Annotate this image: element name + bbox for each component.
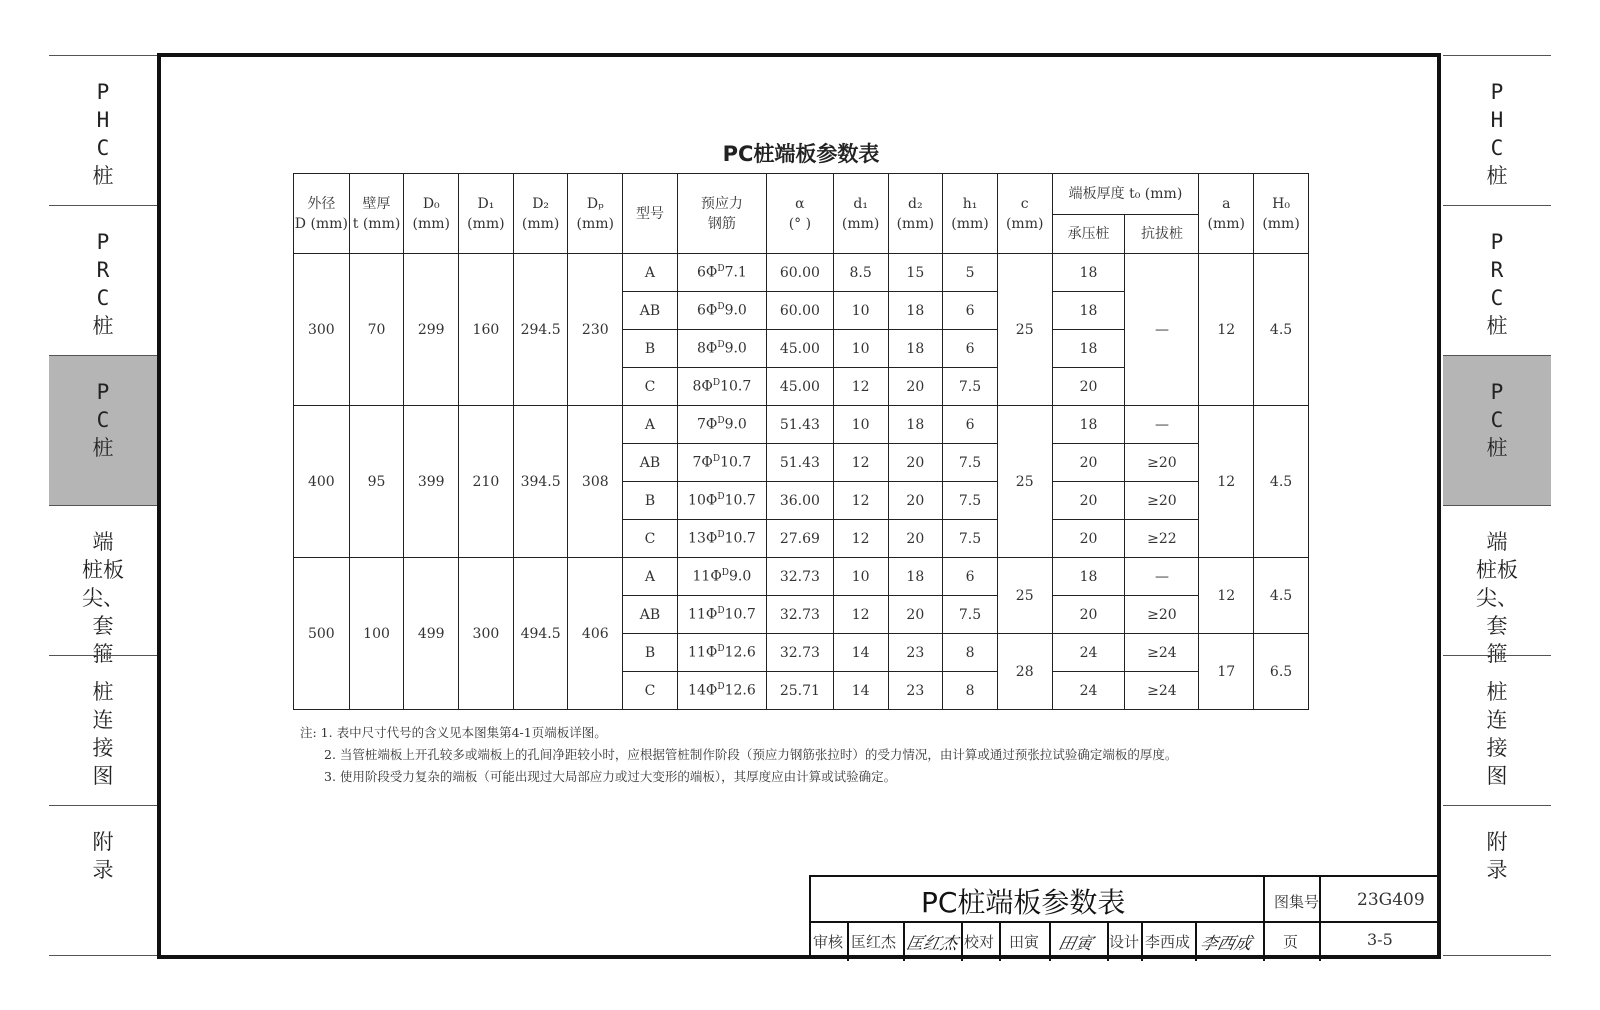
cell-small-d1: 10 <box>833 406 888 444</box>
check-label: 校对 <box>964 933 995 951</box>
right-tab-2[interactable] <box>1443 355 1551 505</box>
cell-bearing-thickness: 18 <box>1052 254 1125 292</box>
cell-small-d2: 18 <box>888 292 943 330</box>
cell-h1: 7.5 <box>943 596 998 634</box>
header-small-d2: d₂ (mm) <box>888 174 943 254</box>
right-tab-0[interactable] <box>1443 55 1551 205</box>
title-block <box>809 875 1441 959</box>
cell-small-d2: 15 <box>888 254 943 292</box>
cell-c: 28 <box>997 634 1052 710</box>
right-tab-label: P H C 桩 <box>1486 80 1508 188</box>
cell-h0: 4.5 <box>1254 558 1309 634</box>
cell-h0: 4.5 <box>1254 254 1309 406</box>
cell-small-d2: 20 <box>888 596 943 634</box>
cell-h1: 7.5 <box>943 520 998 558</box>
cell-bearing-thickness: 20 <box>1052 520 1125 558</box>
left-tab-label: P H C 桩 <box>92 80 114 188</box>
left-tab-3[interactable] <box>49 505 157 666</box>
cell-prestressed-steel: $11\Phi^D12.6$ <box>677 634 766 672</box>
cell-bearing-thickness: 24 <box>1052 634 1125 672</box>
cell-uplift-thickness: ≥20 <box>1125 482 1199 520</box>
header-uplift-pile: 抗拔桩 <box>1125 215 1199 254</box>
cell-bearing-thickness: 24 <box>1052 672 1125 710</box>
header-wall-thickness: 壁厚 t (mm) <box>349 174 404 254</box>
cell-model: A <box>623 406 678 444</box>
cell-small-d2: 20 <box>888 444 943 482</box>
cell-h1: 5 <box>943 254 998 292</box>
cell-alpha: 60.00 <box>766 292 833 330</box>
cell-small-d2: 18 <box>888 406 943 444</box>
cell-uplift-thickness: — <box>1125 254 1199 406</box>
cell-bearing-thickness: 20 <box>1052 596 1125 634</box>
cell-h1: 7.5 <box>943 368 998 406</box>
cell-model: AB <box>623 444 678 482</box>
cell-prestressed-steel: $10\Phi^D10.7$ <box>677 482 766 520</box>
cell-alpha: 36.00 <box>766 482 833 520</box>
cell-model: B <box>623 330 678 368</box>
cell-c: 25 <box>997 558 1052 634</box>
cell-d2: 294.5 <box>513 254 568 406</box>
header-dp: Dₚ (mm) <box>568 174 623 254</box>
cell-c: 25 <box>997 254 1052 406</box>
cell-alpha: 27.69 <box>766 520 833 558</box>
cell-h1: 8 <box>943 672 998 710</box>
designer-name: 李西成 <box>1145 933 1191 951</box>
cell-small-d2: 20 <box>888 368 943 406</box>
header-small-d1: d₁ (mm) <box>833 174 888 254</box>
cell-alpha: 25.71 <box>766 672 833 710</box>
cell-wall-thickness: 70 <box>349 254 404 406</box>
cell-bearing-thickness: 18 <box>1052 406 1125 444</box>
right-tab-3[interactable] <box>1443 505 1551 666</box>
right-tab-4[interactable] <box>1443 655 1551 805</box>
page-label: 页 <box>1283 933 1299 951</box>
cell-model: C <box>623 368 678 406</box>
cell-a: 12 <box>1199 558 1254 634</box>
table-row <box>294 558 1309 596</box>
cell-small-d2: 23 <box>888 672 943 710</box>
cell-bearing-thickness: 20 <box>1052 368 1125 406</box>
page-number: 3-5 <box>1367 930 1393 949</box>
cell-small-d1: 10 <box>833 330 888 368</box>
cell-small-d1: 12 <box>833 596 888 634</box>
cell-d0: 299 <box>404 254 459 406</box>
cell-a: 12 <box>1199 254 1254 406</box>
right-tab-label: 端 桩板 尖、 套 箍 <box>1476 530 1518 666</box>
cell-h1: 6 <box>943 558 998 596</box>
cell-outer-diameter: 300 <box>294 254 350 406</box>
left-tab-2[interactable] <box>49 355 157 505</box>
cell-dp: 308 <box>568 406 623 558</box>
atlas-number: 23G409 <box>1357 890 1425 910</box>
cell-d1: 210 <box>459 406 514 558</box>
header-c: c (mm) <box>997 174 1052 254</box>
cell-prestressed-steel: $11\Phi^D9.0$ <box>677 558 766 596</box>
cell-prestressed-steel: $8\Phi^D9.0$ <box>677 330 766 368</box>
cell-c: 25 <box>997 406 1052 558</box>
cell-alpha: 32.73 <box>766 558 833 596</box>
cell-d1: 300 <box>459 558 514 710</box>
header-outer-diameter: 外径 D (mm) <box>294 174 350 254</box>
cell-wall-thickness: 95 <box>349 406 404 558</box>
table-title: PC桩端板参数表 <box>722 142 880 166</box>
cell-model: A <box>623 254 678 292</box>
cell-alpha: 60.00 <box>766 254 833 292</box>
cell-prestressed-steel: $11\Phi^D10.7$ <box>677 596 766 634</box>
header-bearing-pile: 承压桩 <box>1052 215 1125 254</box>
cell-bearing-thickness: 18 <box>1052 292 1125 330</box>
cell-small-d1: 12 <box>833 444 888 482</box>
checker-signature: 田寅 <box>1056 934 1095 954</box>
cell-a: 12 <box>1199 406 1254 558</box>
cell-small-d2: 18 <box>888 558 943 596</box>
note-3: 3. 使用阶段受力复杂的端板（可能出现过大局部应力或过大变形的端板），其厚度应由计算或试验确定。 <box>324 769 897 784</box>
cell-alpha: 51.43 <box>766 406 833 444</box>
note-1: 注: 1. 表中尺寸代号的含义见本图集第4-1页端板详图。 <box>300 725 607 740</box>
cell-uplift-thickness: ≥24 <box>1125 672 1199 710</box>
cell-model: AB <box>623 596 678 634</box>
cell-d1: 160 <box>459 254 514 406</box>
atlas-label: 图集号 <box>1274 893 1320 911</box>
header-a: a (mm) <box>1199 174 1254 254</box>
cell-small-d1: 14 <box>833 634 888 672</box>
header-model: 型号 <box>623 174 678 254</box>
cell-alpha: 45.00 <box>766 330 833 368</box>
review-label: 审核 <box>813 933 844 951</box>
header-d2: D₂ (mm) <box>513 174 568 254</box>
cell-small-d2: 23 <box>888 634 943 672</box>
cell-outer-diameter: 400 <box>294 406 350 558</box>
cell-wall-thickness: 100 <box>349 558 404 710</box>
cell-prestressed-steel: $6\Phi^D7.1$ <box>677 254 766 292</box>
cell-bearing-thickness: 18 <box>1052 558 1125 596</box>
cell-alpha: 32.73 <box>766 596 833 634</box>
header-alpha: α (° ) <box>766 174 833 254</box>
cell-small-d1: 10 <box>833 558 888 596</box>
cell-model: C <box>623 520 678 558</box>
right-tab-5[interactable] <box>1443 805 1551 955</box>
cell-model: B <box>623 634 678 672</box>
cell-d0: 499 <box>404 558 459 710</box>
cell-small-d1: 12 <box>833 482 888 520</box>
cell-small-d2: 18 <box>888 330 943 368</box>
right-tab-label: 附 录 <box>1486 830 1508 882</box>
header-h0: H₀ (mm) <box>1254 174 1309 254</box>
cell-outer-diameter: 500 <box>294 558 350 710</box>
notes <box>300 722 1177 788</box>
left-tab-label: P R C 桩 <box>92 230 114 338</box>
cell-bearing-thickness: 20 <box>1052 444 1125 482</box>
cell-uplift-thickness: — <box>1125 558 1199 596</box>
reviewer-name: 匡红杰 <box>851 933 897 951</box>
cell-a: 17 <box>1199 634 1254 710</box>
cell-small-d1: 14 <box>833 672 888 710</box>
cell-bearing-thickness: 20 <box>1052 482 1125 520</box>
left-tab-label: 附 录 <box>92 830 114 882</box>
cell-small-d1: 8.5 <box>833 254 888 292</box>
cell-prestressed-steel: $6\Phi^D9.0$ <box>677 292 766 330</box>
cell-h0: 4.5 <box>1254 406 1309 558</box>
parameter-table <box>293 173 1309 710</box>
cell-small-d2: 20 <box>888 482 943 520</box>
cell-d0: 399 <box>404 406 459 558</box>
cell-prestressed-steel: $13\Phi^D10.7$ <box>677 520 766 558</box>
cell-h1: 7.5 <box>943 444 998 482</box>
cell-h1: 7.5 <box>943 482 998 520</box>
checker-name: 田寅 <box>1009 933 1040 951</box>
cell-small-d2: 20 <box>888 520 943 558</box>
right-tab-label: 桩 连 接 图 <box>1486 680 1508 788</box>
design-label: 设计 <box>1109 933 1140 951</box>
cell-uplift-thickness: ≥20 <box>1125 444 1199 482</box>
note-2: 2. 当管桩端板上开孔较多或端板上的孔间净距较小时，应根据管桩制作阶段（预应力钢筋张拉时）的受力情况，由计算或通过预张拉试验确定端板的厚度。 <box>324 747 1178 762</box>
right-tab-label: P C 桩 <box>1486 380 1508 460</box>
header-h1: h₁ (mm) <box>943 174 998 254</box>
reviewer-signature: 匡红杰 <box>904 934 960 954</box>
right-tab-bottom-line <box>1443 955 1551 956</box>
cell-model: B <box>623 482 678 520</box>
header-end-plate-thickness: 端板厚度 t₀ (mm) <box>1052 174 1199 215</box>
cell-h1: 6 <box>943 292 998 330</box>
left-tab-4[interactable] <box>49 655 157 805</box>
cell-h0: 6.5 <box>1254 634 1309 710</box>
header-d0: D₀ (mm) <box>404 174 459 254</box>
left-tab-label: 端 桩板 尖、 套 箍 <box>82 530 124 666</box>
cell-h1: 8 <box>943 634 998 672</box>
cell-uplift-thickness: ≥22 <box>1125 520 1199 558</box>
cell-prestressed-steel: $14\Phi^D12.6$ <box>677 672 766 710</box>
cell-alpha: 51.43 <box>766 444 833 482</box>
left-tab-bottom-line <box>49 955 157 956</box>
right-tab-label: P R C 桩 <box>1486 230 1508 338</box>
left-tab-label: P C 桩 <box>92 380 114 460</box>
left-tab-0[interactable] <box>49 55 157 205</box>
cell-prestressed-steel: $8\Phi^D10.7$ <box>677 368 766 406</box>
cell-alpha: 32.73 <box>766 634 833 672</box>
cell-small-d1: 10 <box>833 292 888 330</box>
cell-model: AB <box>623 292 678 330</box>
left-tab-label: 桩 连 接 图 <box>92 680 114 788</box>
left-tab-1[interactable] <box>49 205 157 355</box>
table-row <box>294 254 1309 292</box>
cell-model: A <box>623 558 678 596</box>
cell-small-d1: 12 <box>833 368 888 406</box>
cell-bearing-thickness: 18 <box>1052 330 1125 368</box>
cell-prestressed-steel: $7\Phi^D10.7$ <box>677 444 766 482</box>
cell-alpha: 45.00 <box>766 368 833 406</box>
header-prestressed-steel: 预应力 钢筋 <box>677 174 766 254</box>
cell-model: C <box>623 672 678 710</box>
cell-h1: 6 <box>943 330 998 368</box>
cell-dp: 230 <box>568 254 623 406</box>
cell-uplift-thickness: ≥24 <box>1125 634 1199 672</box>
cell-d2: 394.5 <box>513 406 568 558</box>
cell-uplift-thickness: ≥20 <box>1125 596 1199 634</box>
cell-dp: 406 <box>568 558 623 710</box>
cell-d2: 494.5 <box>513 558 568 710</box>
designer-signature: 李西成 <box>1198 934 1254 954</box>
cell-prestressed-steel: $7\Phi^D9.0$ <box>677 406 766 444</box>
cell-uplift-thickness: — <box>1125 406 1199 444</box>
cell-small-d1: 12 <box>833 520 888 558</box>
left-tab-5[interactable] <box>49 805 157 955</box>
cell-h1: 6 <box>943 406 998 444</box>
table-row <box>294 406 1309 444</box>
header-d1: D₁ (mm) <box>459 174 514 254</box>
title-block-title: PC桩端板参数表 <box>921 886 1126 919</box>
right-tab-1[interactable] <box>1443 205 1551 355</box>
